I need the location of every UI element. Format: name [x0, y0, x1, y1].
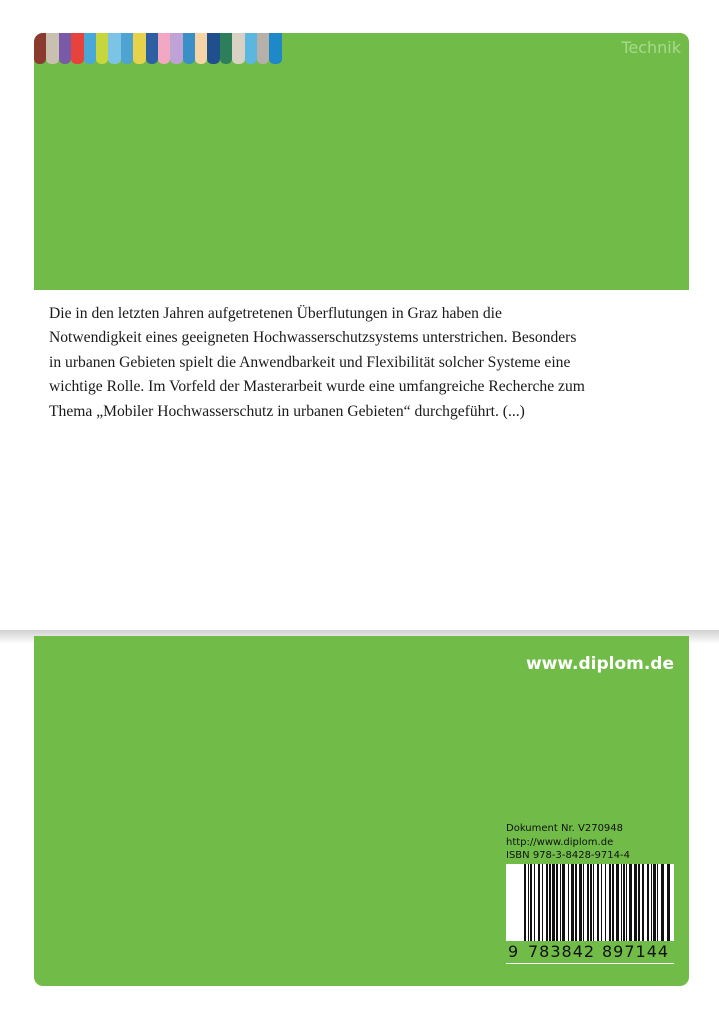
color-stripe — [207, 33, 219, 64]
cover-top-panel — [34, 33, 689, 290]
color-stripe — [245, 33, 257, 64]
color-stripe — [183, 33, 195, 64]
color-stripe — [46, 33, 58, 64]
document-meta — [506, 822, 630, 863]
color-stripe — [34, 33, 46, 64]
color-stripe — [158, 33, 170, 64]
barcode-digit-first: 9 — [508, 942, 519, 961]
barcode-digits — [506, 941, 674, 963]
publisher-website[interactable]: www.diplom.de — [525, 654, 674, 674]
isbn-barcode — [506, 864, 674, 964]
barcode-digits-right: 897144 — [602, 942, 670, 961]
category-label: Technik — [621, 38, 681, 57]
document-url: http://www.diplom.de — [506, 836, 614, 848]
color-stripe — [108, 33, 120, 64]
document-number: Dokument Nr. V270948 — [506, 823, 624, 834]
color-stripe — [96, 33, 108, 64]
cover-bottom-panel — [34, 636, 689, 986]
color-stripe — [121, 33, 133, 64]
color-stripe — [232, 33, 244, 64]
color-stripe — [71, 33, 83, 64]
color-stripes — [34, 33, 282, 64]
color-stripe — [133, 33, 145, 64]
color-stripe — [84, 33, 96, 64]
isbn-number: ISBN 978-3-8428-9714-4 — [506, 850, 630, 861]
color-stripe — [170, 33, 182, 64]
color-stripe — [195, 33, 207, 64]
color-stripe — [257, 33, 269, 64]
color-stripe — [269, 33, 281, 64]
color-stripe — [59, 33, 71, 64]
book-blurb: Die in den letzten Jahren aufgetretenen Überflutungen in Graz haben die Notwendigkeit eines geeigneten Hochwasserschutzsystems unterstrichen. Besonders in urbanen Gebieten spielt die Anwendbarkeit und Flexibilität solcher Systeme eine wichtige Rolle. Im Vorfeld der Masterarbeit wurde eine umfangreiche Recherche zum Thema „Mobiler Hochwasserschutz in urbanen Gebieten“ durchgeführt. (...) — [49, 305, 585, 420]
color-stripe — [146, 33, 158, 64]
barcode-digits-left: 783842 — [528, 942, 596, 961]
color-stripe — [220, 33, 232, 64]
